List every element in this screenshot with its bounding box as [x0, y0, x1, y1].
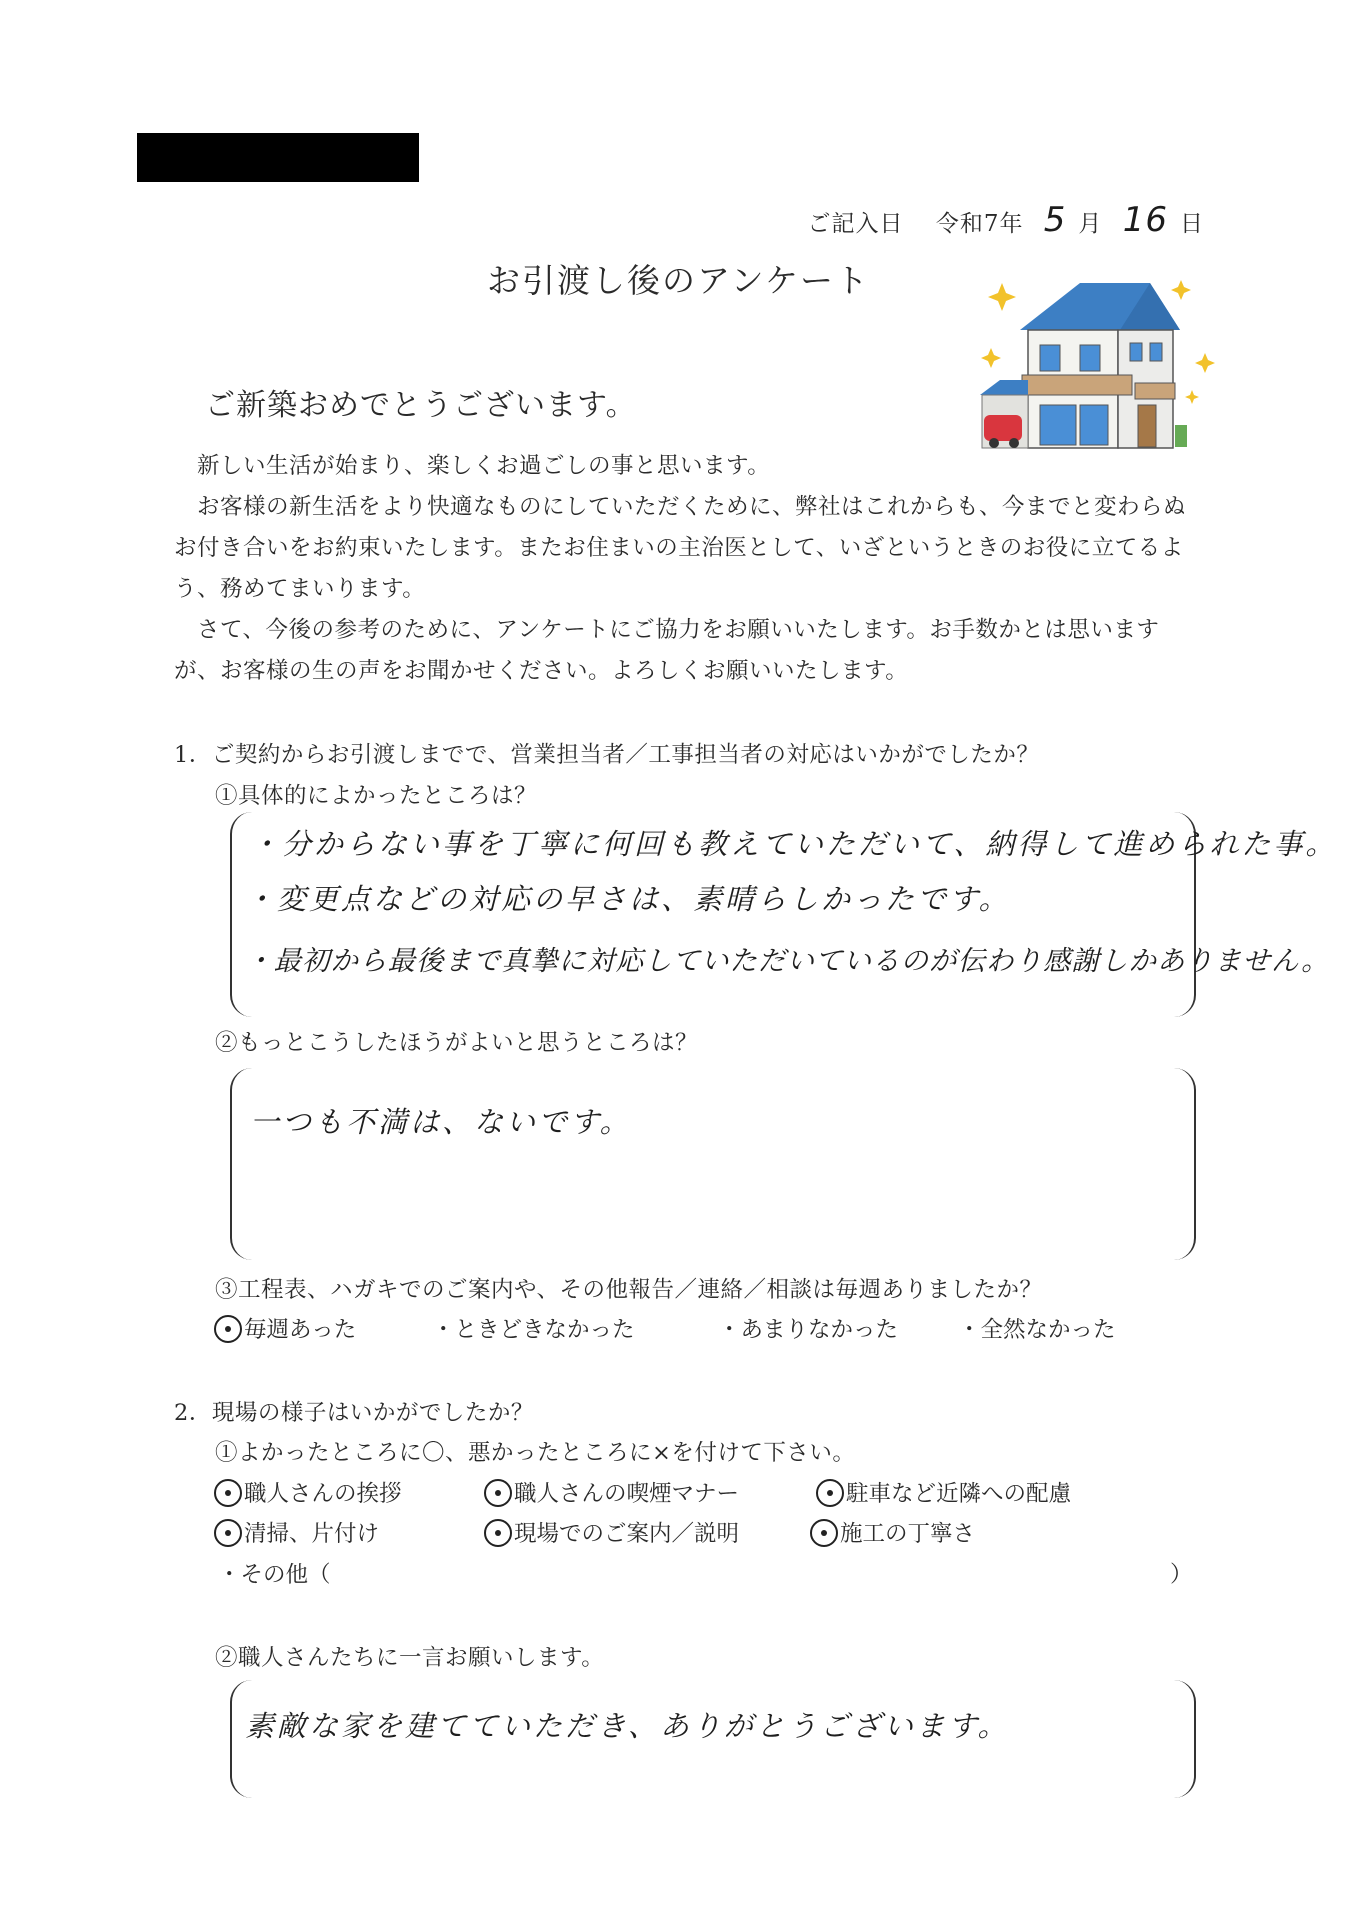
- q1-answer2-box: [230, 1068, 1196, 1260]
- q1-option-rarely-label: あまりなかった: [740, 1317, 899, 1343]
- q2-other-label: その他（: [240, 1562, 331, 1588]
- q1-option-sometimes[interactable]: [432, 1312, 635, 1344]
- q1-answer1-line3: ・最初から最後まで真摯に対応していただいているのが伝わり感謝しかありません。: [245, 945, 1330, 977]
- q2-item-workmanship-label: 施工の丁寧さ: [840, 1521, 976, 1547]
- q2-sub1: ①よかったところに〇、悪かったところに×を付けて下さい。: [215, 1440, 856, 1466]
- q2-item-neighbors-label: 駐車など近隣への配慮: [846, 1481, 1072, 1507]
- q2-title: 2．現場の様子はいかがでしたか？: [174, 1400, 534, 1426]
- q1-option-sometimes-label: ときどきなかった: [454, 1317, 635, 1343]
- q2-item-smoking-label: 職人さんの喫煙マナー: [514, 1481, 740, 1507]
- page-title: お引渡し後のアンケート: [486, 261, 871, 300]
- q2-item-neighbors[interactable]: [816, 1476, 1071, 1508]
- q1-option-weekly-label: 毎週あった: [244, 1317, 357, 1343]
- intro-paragraph-3: さて、今後の参考のために、アンケートにご協力をお願いいたします。お手数かとは思いますが、お客様の生の声をお聞かせください。よろしくお願いいたします。: [174, 617, 1160, 684]
- circle-mark-icon: [810, 1519, 838, 1547]
- q2-item-guidance-label: 現場でのご案内／説明: [514, 1521, 740, 1547]
- q2-item-cleaning-label: 清掃、片付け: [244, 1521, 380, 1547]
- q2-item-workmanship[interactable]: [810, 1516, 975, 1548]
- q2-other-close: ）: [1170, 1562, 1193, 1588]
- q2-sub2: ②職人さんたちに一言お願いします。: [215, 1645, 605, 1671]
- date-day: 16: [1122, 200, 1168, 240]
- house-illustration: [980, 275, 1220, 455]
- q2-item-guidance[interactable]: [484, 1516, 739, 1548]
- q1-answer1-line2: ・変更点などの対応の早さは、素晴らしかったです。: [245, 882, 1011, 916]
- circle-mark-icon: [816, 1479, 844, 1507]
- q2-answer: 素敵な家を建てていただき、ありがとうございます。: [245, 1709, 1010, 1743]
- q1-sub2: ②もっとこうしたほうがよいと思うところは？: [215, 1030, 699, 1056]
- q2-item-smoking[interactable]: [484, 1476, 739, 1508]
- intro-text: [174, 446, 1204, 692]
- circle-mark-icon: [214, 1315, 242, 1343]
- intro-paragraph-2: お客様の新生活をより快適なものにしていただくために、弊社はこれからも、今までと変わらぬお付き合いをお約束いたします。またお住まいの主治医として、いざというときのお役に立てるよう、務めてまいります。: [174, 494, 1187, 602]
- date-year-unit: 年: [999, 211, 1024, 237]
- date-year: 7: [983, 211, 1000, 237]
- circle-mark-icon: [214, 1479, 242, 1507]
- q2-item-greeting-label: 職人さんの挨拶: [244, 1481, 402, 1507]
- circle-mark-icon: [484, 1519, 512, 1547]
- q1-sub1: ①具体的によかったところは？: [215, 783, 538, 809]
- date-month: 5: [1043, 200, 1067, 240]
- q1-answer2: 一つも不満は、ないです。: [250, 1105, 632, 1139]
- intro-paragraph-1: 新しい生活が始まり、楽しくお過ごしの事と思います。: [197, 453, 771, 479]
- q1-sub3: ③工程表、ハガキでのご案内や、その他報告／連絡／相談は毎週ありましたか？: [215, 1277, 1043, 1303]
- q1-option-never-label: 全然なかった: [980, 1317, 1116, 1343]
- q2-item-greeting[interactable]: [214, 1476, 402, 1508]
- date-month-unit: 月: [1078, 211, 1103, 237]
- q1-answer1-line1: ・分からない事を丁寧に何回も教えていただいて、納得して進められた事。: [250, 827, 1338, 861]
- date-day-unit: 日: [1180, 211, 1204, 237]
- redaction-bar: [137, 133, 419, 182]
- q1-option-rarely[interactable]: [718, 1312, 898, 1344]
- date-label: ご記入日: [807, 211, 904, 237]
- q1-title: 1．ご契約からお引渡しまでで、営業担当者／工事担当者の対応はいかがでしたか？: [174, 742, 1040, 768]
- date-era: 令和: [935, 211, 984, 237]
- greeting: ご新築おめでとうございます。: [205, 388, 637, 423]
- circle-mark-icon: [214, 1519, 242, 1547]
- entry-date: [808, 200, 1204, 240]
- q1-option-never[interactable]: [958, 1312, 1116, 1344]
- q2-other[interactable]: [218, 1557, 331, 1589]
- q2-item-cleaning[interactable]: [214, 1516, 379, 1548]
- circle-mark-icon: [484, 1479, 512, 1507]
- q1-option-weekly[interactable]: [214, 1312, 356, 1344]
